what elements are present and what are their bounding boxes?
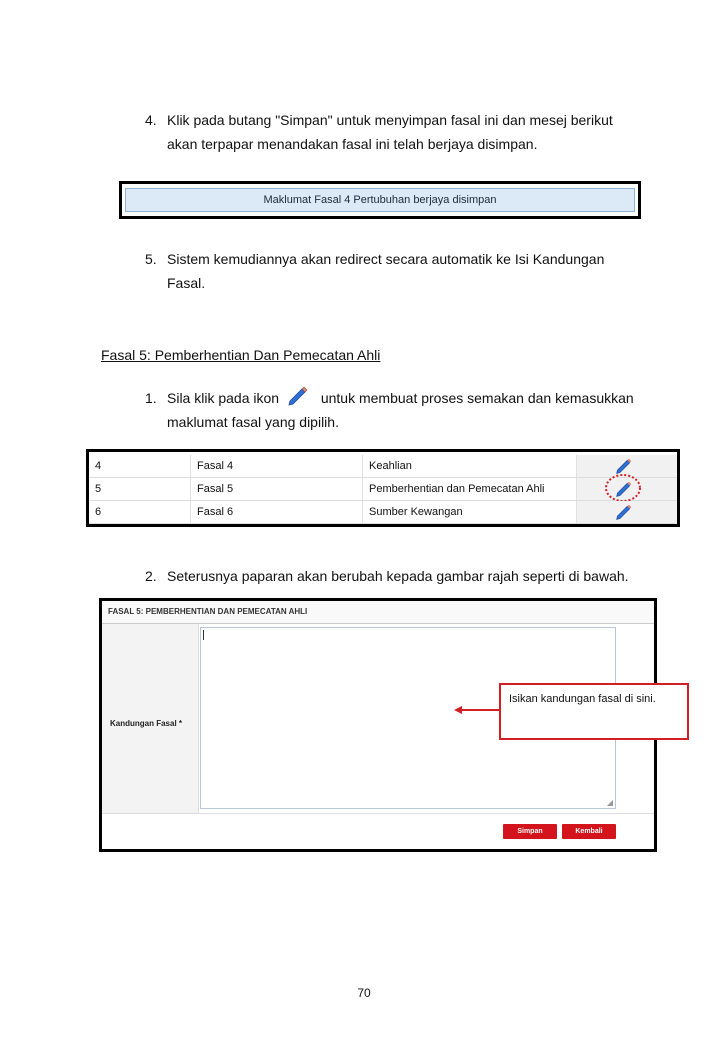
cell-no: 5: [89, 478, 191, 500]
form-header: FASAL 5: PEMBERHENTIAN DAN PEMECATAN AHLI: [102, 601, 654, 624]
pencil-icon: [287, 386, 311, 404]
step-5: [145, 247, 604, 295]
arrow-icon: [452, 703, 502, 717]
cell-action: [577, 501, 677, 523]
step-number: 5.: [145, 251, 157, 267]
cell-no: 4: [89, 455, 191, 477]
save-button[interactable]: Simpan: [503, 824, 557, 839]
step-1: [145, 386, 634, 434]
step-number: 1.: [145, 390, 157, 406]
pencil-icon[interactable]: [615, 503, 633, 521]
table-row: [89, 478, 677, 501]
resize-handle-icon[interactable]: ◢: [606, 798, 613, 807]
step-text: Sila klik pada ikon: [167, 390, 280, 406]
cell-title: Sumber Kewangan: [363, 501, 577, 523]
step-4: [145, 108, 613, 156]
text-cursor: [203, 630, 204, 640]
cell-no: 6: [89, 501, 191, 523]
section-title: Fasal 5: Pemberhentian Dan Pemecatan Ahli: [101, 347, 381, 363]
cell-fasal: Fasal 6: [191, 501, 363, 523]
page-number: 70: [357, 986, 371, 1000]
form-label-column: [102, 624, 199, 813]
table-row: [89, 501, 677, 524]
form-footer: [102, 813, 654, 850]
step-text: untuk membuat proses semakan dan kemasukkan: [320, 390, 634, 406]
fasal-table-screenshot: [86, 449, 680, 527]
step-text: Klik pada butang "Simpan" untuk menyimpan fasal ini dan mesej berikut: [167, 112, 613, 128]
cell-title: Keahlian: [363, 455, 577, 477]
step-text: Sistem kemudiannya akan redirect secara automatik ke Isi Kandungan: [167, 251, 605, 267]
success-banner-screenshot: [119, 181, 641, 219]
success-message: Maklumat Fasal 4 Pertubuhan berjaya disimpan: [125, 188, 635, 212]
step-text: Seterusnya paparan akan berubah kepada gambar rajah seperti di bawah.: [167, 568, 629, 584]
callout-note: Isikan kandungan fasal di sini.: [499, 683, 689, 740]
cell-action: [577, 478, 677, 500]
cell-fasal: Fasal 4: [191, 455, 363, 477]
highlight-circle: [603, 472, 643, 504]
step-text-continued: maklumat fasal yang dipilih.: [167, 414, 339, 430]
step-text-continued: akan terpapar menandakan fasal ini telah berjaya disimpan.: [167, 136, 538, 152]
step-number: 2.: [145, 568, 157, 584]
field-label: Kandungan Fasal *: [110, 719, 183, 728]
step-2: [145, 564, 629, 588]
cell-title: Pemberhentian dan Pemecatan Ahli: [363, 478, 577, 500]
cell-fasal: Fasal 5: [191, 478, 363, 500]
table-row: [89, 455, 677, 478]
step-text-continued: Fasal.: [167, 275, 206, 291]
back-button[interactable]: Kembali: [562, 824, 616, 839]
step-number: 4.: [145, 112, 157, 128]
